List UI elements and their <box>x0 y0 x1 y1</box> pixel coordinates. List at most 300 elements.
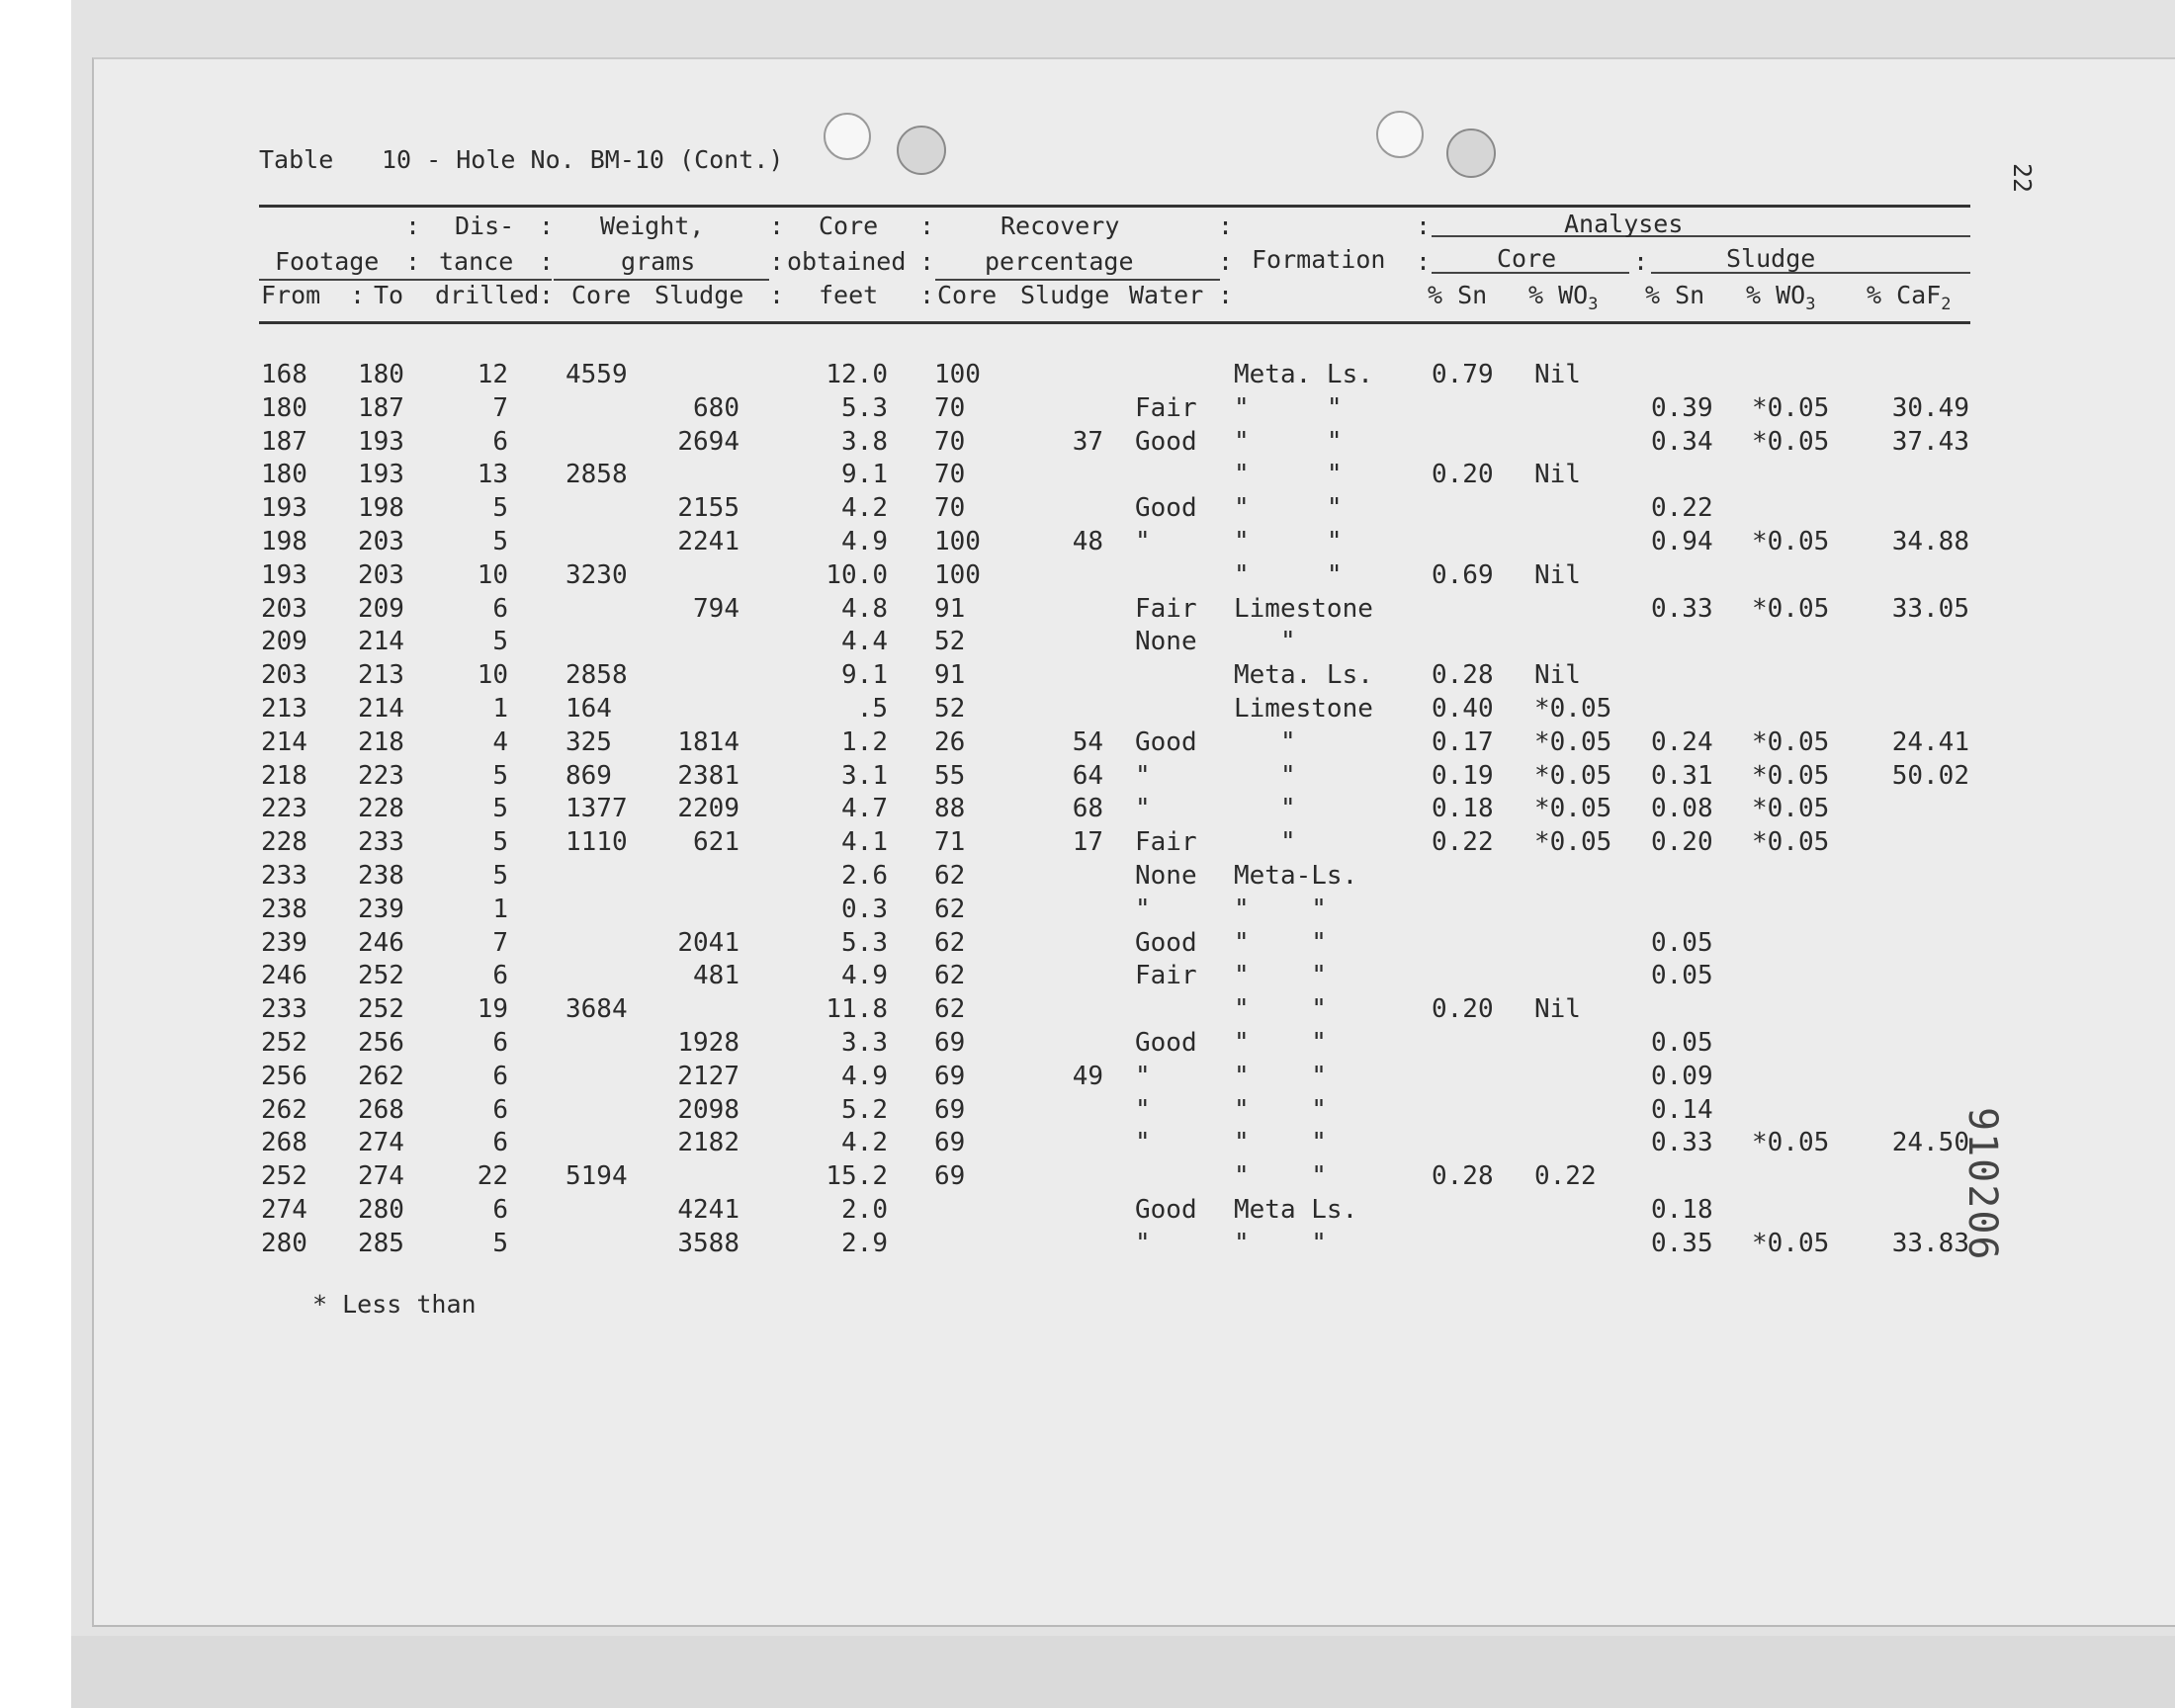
cell-feet: 5.2 <box>841 1094 888 1125</box>
cell-rcore: 62 <box>934 894 966 924</box>
cell-ssn: 0.05 <box>1651 927 1713 958</box>
cell-cwo3: *0.05 <box>1534 760 1612 791</box>
cell-rsludge: 64 <box>1072 760 1103 791</box>
cell-dist: 5 <box>492 527 508 556</box>
table-row <box>0 759 2175 793</box>
cell-scaf2: 34.88 <box>1891 527 1969 556</box>
cell-dist: 6 <box>492 593 508 624</box>
cell-wsludge: 680 <box>693 392 740 423</box>
cell-rcore: 100 <box>934 360 981 389</box>
cell-dist: 6 <box>492 1094 508 1125</box>
cell-from: 274 <box>261 1195 307 1225</box>
colon-sep: : <box>1633 247 1649 276</box>
cell-cwo3: Nil <box>1534 559 1581 590</box>
table-row <box>0 926 2175 960</box>
cell-dist: 5 <box>492 493 508 524</box>
cell-dist: 1 <box>492 694 508 724</box>
cell-wsludge: 2241 <box>677 527 740 556</box>
table-row <box>0 792 2175 825</box>
cell-scaf2: 50.02 <box>1891 760 1969 791</box>
cell-wsludge: 2155 <box>677 493 740 524</box>
cell-cwo3: 0.22 <box>1534 1161 1597 1192</box>
table-row <box>0 859 2175 893</box>
cell-rcore: 69 <box>934 1161 966 1192</box>
colon-sep: : <box>1416 247 1432 276</box>
colon-sep: : <box>769 281 785 309</box>
cell-feet: 4.2 <box>841 493 888 524</box>
cell-cwo3: *0.05 <box>1534 694 1612 724</box>
cell-scaf2: 33.05 <box>1891 593 1969 624</box>
cell-dist: 6 <box>492 1128 508 1158</box>
cell-rwater: None <box>1135 861 1197 891</box>
cell-to: 274 <box>358 1161 404 1192</box>
cell-formation: " " <box>1234 493 1343 524</box>
header-core-wo3 <box>1528 281 1598 319</box>
cell-rwater: " <box>1135 1094 1151 1125</box>
cell-to: 252 <box>358 994 404 1025</box>
cell-from: 252 <box>261 1028 307 1058</box>
cell-from: 228 <box>261 827 307 858</box>
cell-dist: 6 <box>492 961 508 991</box>
cell-rcore: 91 <box>934 593 966 624</box>
cell-wsludge: 3588 <box>677 1228 740 1258</box>
cell-wcore: 4559 <box>566 360 628 389</box>
cell-csn: 0.19 <box>1432 760 1494 791</box>
cell-formation: " " <box>1234 894 1327 924</box>
colon-sep: : <box>405 212 421 240</box>
colon-sep: : <box>539 247 555 276</box>
cell-formation: Meta. Ls. <box>1234 660 1373 691</box>
cell-wsludge: 2182 <box>677 1128 740 1158</box>
cell-rcore: 70 <box>934 493 966 524</box>
cell-dist: 19 <box>477 994 508 1025</box>
cell-rwater: Fair <box>1135 392 1197 423</box>
cell-to: 256 <box>358 1028 404 1058</box>
cell-from: 233 <box>261 861 307 891</box>
punch-hole <box>897 126 946 175</box>
cell-wsludge: 481 <box>693 961 740 991</box>
header-sludge-wo3-text: % WO <box>1746 281 1806 309</box>
cell-wsludge: 621 <box>693 827 740 858</box>
cell-formation: " " <box>1234 927 1327 958</box>
cell-formation: " <box>1234 827 1296 858</box>
cell-csn: 0.28 <box>1432 1161 1494 1192</box>
cell-formation: " <box>1234 760 1296 791</box>
table-row <box>0 1159 2175 1193</box>
header-to: To <box>374 281 404 309</box>
header-weight-sludge: Sludge <box>654 281 744 309</box>
cell-rcore: 62 <box>934 927 966 958</box>
subscript: 3 <box>1805 295 1816 314</box>
cell-rwater: " <box>1135 1228 1151 1258</box>
cell-dist: 6 <box>492 1061 508 1091</box>
cell-to: 274 <box>358 1128 404 1158</box>
cell-wcore: 2858 <box>566 660 628 691</box>
table-row <box>0 726 2175 759</box>
header-caf2-text: % CaF <box>1867 281 1942 309</box>
cell-wcore: 5194 <box>566 1161 628 1192</box>
cell-rcore: 100 <box>934 559 981 590</box>
cell-to: 280 <box>358 1195 404 1225</box>
cell-ssn: 0.05 <box>1651 961 1713 991</box>
cell-ssn: 0.35 <box>1651 1228 1713 1258</box>
cell-rwater: Fair <box>1135 593 1197 624</box>
cell-from: 280 <box>261 1228 307 1258</box>
punch-hole <box>1376 111 1424 158</box>
cell-cwo3: Nil <box>1534 660 1581 691</box>
cell-rwater: Good <box>1135 726 1197 757</box>
cell-formation: " " <box>1234 1161 1327 1192</box>
cell-feet: 4.7 <box>841 794 888 824</box>
cell-csn: 0.40 <box>1432 694 1494 724</box>
cell-formation: " " <box>1234 426 1343 457</box>
table-row <box>0 1193 2175 1227</box>
cell-to: 214 <box>358 694 404 724</box>
cell-rsludge: 17 <box>1072 827 1103 858</box>
cell-swo3: *0.05 <box>1752 794 1830 824</box>
cell-scaf2: 37.43 <box>1891 426 1969 457</box>
cell-scaf2: 24.41 <box>1891 726 1969 757</box>
cell-dist: 4 <box>492 726 508 757</box>
cell-rwater: Good <box>1135 493 1197 524</box>
cell-feet: 1.2 <box>841 726 888 757</box>
cell-ssn: 0.05 <box>1651 1028 1713 1058</box>
cell-feet: 11.8 <box>826 994 888 1025</box>
cell-from: 203 <box>261 660 307 691</box>
cell-rcore: 88 <box>934 794 966 824</box>
cell-cwo3: *0.05 <box>1534 794 1612 824</box>
cell-from: 238 <box>261 894 307 924</box>
cell-cwo3: Nil <box>1534 360 1581 389</box>
cell-to: 239 <box>358 894 404 924</box>
cell-to: 203 <box>358 527 404 556</box>
cell-wsludge: 1928 <box>677 1028 740 1058</box>
cell-to: 233 <box>358 827 404 858</box>
cell-to: 214 <box>358 627 404 657</box>
header-distance-2: tance <box>439 247 514 276</box>
cell-csn: 0.79 <box>1432 360 1494 389</box>
cell-rcore: 69 <box>934 1028 966 1058</box>
cell-from: 180 <box>261 460 307 490</box>
header-weight-core: Core <box>571 281 632 309</box>
cell-to: 203 <box>358 559 404 590</box>
header-sludge-wo3 <box>1746 281 1815 319</box>
cell-wcore: 2858 <box>566 460 628 490</box>
cell-dist: 22 <box>477 1161 508 1192</box>
cell-feet: 4.1 <box>841 827 888 858</box>
cell-rcore: 62 <box>934 861 966 891</box>
cell-scaf2: 24.50 <box>1891 1128 1969 1158</box>
cell-formation: " " <box>1234 460 1343 490</box>
table-row <box>0 825 2175 859</box>
cell-formation: " " <box>1234 527 1343 556</box>
cell-swo3: *0.05 <box>1752 392 1830 423</box>
cell-to: 223 <box>358 760 404 791</box>
cell-to: 218 <box>358 726 404 757</box>
cell-rcore: 69 <box>934 1094 966 1125</box>
cell-feet: 4.9 <box>841 1061 888 1091</box>
cell-formation: " " <box>1234 961 1327 991</box>
header-distance-3: drilled <box>435 281 540 309</box>
header-recovery-1: Recovery <box>1000 212 1120 240</box>
cell-rcore: 69 <box>934 1061 966 1091</box>
colon-sep: : <box>539 212 555 240</box>
cell-to: 238 <box>358 861 404 891</box>
cell-feet: 4.4 <box>841 627 888 657</box>
cell-swo3: *0.05 <box>1752 593 1830 624</box>
cell-cwo3: *0.05 <box>1534 726 1612 757</box>
header-sludge-sn: % Sn <box>1645 281 1705 309</box>
cell-to: 193 <box>358 460 404 490</box>
cell-swo3: *0.05 <box>1752 1128 1830 1158</box>
cell-ssn: 0.33 <box>1651 1128 1713 1158</box>
cell-from: 213 <box>261 694 307 724</box>
cell-csn: 0.18 <box>1432 794 1494 824</box>
punch-hole <box>1446 128 1496 178</box>
cell-formation: " " <box>1234 1061 1327 1091</box>
cell-scaf2: 33.83 <box>1891 1228 1969 1258</box>
cell-formation: " " <box>1234 392 1343 423</box>
cell-feet: 4.2 <box>841 1128 888 1158</box>
cell-dist: 5 <box>492 861 508 891</box>
cell-swo3: *0.05 <box>1752 527 1830 556</box>
cell-swo3: *0.05 <box>1752 1228 1830 1258</box>
header-core-obtained-3: feet <box>819 281 879 309</box>
cell-dist: 5 <box>492 627 508 657</box>
scan-bottom-margin <box>71 1636 2175 1708</box>
cell-ssn: 0.08 <box>1651 794 1713 824</box>
table-row <box>0 391 2175 425</box>
cell-feet: 15.2 <box>826 1161 888 1192</box>
cell-ssn: 0.39 <box>1651 392 1713 423</box>
cell-scaf2: 30.49 <box>1891 392 1969 423</box>
table-row <box>0 625 2175 658</box>
cell-ssn: 0.24 <box>1651 726 1713 757</box>
cell-formation: " " <box>1234 994 1327 1025</box>
table-row <box>0 1093 2175 1127</box>
colon-sep: : <box>769 247 785 276</box>
colon-sep: : <box>405 247 421 276</box>
cell-ssn: 0.22 <box>1651 493 1713 524</box>
cell-from: 246 <box>261 961 307 991</box>
table-row <box>0 1126 2175 1159</box>
header-analyses: Analyses <box>1564 210 1684 238</box>
cell-from: 168 <box>261 360 307 389</box>
cell-wcore: 1110 <box>566 827 628 858</box>
cell-wsludge: 2127 <box>677 1061 740 1091</box>
cell-feet: 3.8 <box>841 426 888 457</box>
header-recovery-2: percentage <box>985 247 1134 276</box>
footnote: * Less than <box>312 1290 477 1319</box>
cell-formation: " <box>1234 726 1296 757</box>
cell-rwater: " <box>1135 527 1151 556</box>
cell-to: 193 <box>358 426 404 457</box>
cell-rcore: 52 <box>934 627 966 657</box>
table-row <box>0 425 2175 459</box>
cell-formation: " " <box>1234 559 1343 590</box>
cell-from: 268 <box>261 1128 307 1158</box>
cell-rcore: 100 <box>934 527 981 556</box>
table-row <box>0 1060 2175 1093</box>
cell-feet: 2.6 <box>841 861 888 891</box>
cell-from: 239 <box>261 927 307 958</box>
cell-ssn: 0.20 <box>1651 827 1713 858</box>
cell-from: 193 <box>261 493 307 524</box>
header-bottom-rule <box>259 321 1970 324</box>
cell-dist: 7 <box>492 927 508 958</box>
cell-rcore: 55 <box>934 760 966 791</box>
cell-feet: 4.8 <box>841 593 888 624</box>
cell-ssn: 0.33 <box>1651 593 1713 624</box>
cell-wcore: 164 <box>566 694 612 724</box>
cell-ssn: 0.34 <box>1651 426 1713 457</box>
cell-rwater: " <box>1135 760 1151 791</box>
cell-cwo3: Nil <box>1534 994 1581 1025</box>
subscript: 2 <box>1941 295 1952 314</box>
cell-ssn: 0.31 <box>1651 760 1713 791</box>
cell-rcore: 62 <box>934 994 966 1025</box>
colon-sep: : <box>1218 247 1234 276</box>
cell-ssn: 0.14 <box>1651 1094 1713 1125</box>
cell-to: 246 <box>358 927 404 958</box>
cell-wsludge: 2041 <box>677 927 740 958</box>
table-label: Table <box>259 145 334 174</box>
header-sludge-caf2 <box>1867 281 1952 319</box>
cell-feet: 4.9 <box>841 527 888 556</box>
cell-ssn: 0.94 <box>1651 527 1713 556</box>
cell-formation: Meta Ls. <box>1234 1195 1358 1225</box>
cell-formation: Meta-Ls. <box>1234 861 1358 891</box>
cell-csn: 0.20 <box>1432 994 1494 1025</box>
cell-dist: 5 <box>492 827 508 858</box>
header-distance-1: Dis- <box>455 212 515 240</box>
cell-rcore: 26 <box>934 726 966 757</box>
table-row <box>0 959 2175 992</box>
cell-from: 203 <box>261 593 307 624</box>
header-analyses-sludge: Sludge <box>1726 244 1816 273</box>
cell-rwater: Fair <box>1135 827 1197 858</box>
cell-rcore: 70 <box>934 426 966 457</box>
cell-formation: " <box>1234 794 1296 824</box>
cell-rsludge: 37 <box>1072 426 1103 457</box>
cell-feet: 3.3 <box>841 1028 888 1058</box>
cell-formation: Limestone <box>1234 593 1373 624</box>
cell-to: 268 <box>358 1094 404 1125</box>
cell-to: 198 <box>358 493 404 524</box>
table-row <box>0 992 2175 1026</box>
cell-dist: 12 <box>477 360 508 389</box>
cell-feet: 4.9 <box>841 961 888 991</box>
cell-rwater: " <box>1135 1061 1151 1091</box>
table-title: 10 - Hole No. BM-10 (Cont.) <box>382 145 784 174</box>
cell-dist: 10 <box>477 660 508 691</box>
cell-to: 228 <box>358 794 404 824</box>
cell-csn: 0.69 <box>1432 559 1494 590</box>
cell-feet: 12.0 <box>826 360 888 389</box>
header-footage: Footage <box>275 247 380 276</box>
header-core-sn: % Sn <box>1428 281 1488 309</box>
cell-rwater: Good <box>1135 426 1197 457</box>
cell-to: 213 <box>358 660 404 691</box>
cell-formation: " " <box>1234 1094 1327 1125</box>
cell-wsludge: 2381 <box>677 760 740 791</box>
cell-wcore: 1377 <box>566 794 628 824</box>
cell-feet: 5.3 <box>841 392 888 423</box>
cell-swo3: *0.05 <box>1752 726 1830 757</box>
cell-feet: 2.0 <box>841 1195 888 1225</box>
table-row <box>0 358 2175 391</box>
cell-feet: 10.0 <box>826 559 888 590</box>
cell-dist: 6 <box>492 1195 508 1225</box>
cell-from: 180 <box>261 392 307 423</box>
cell-to: 187 <box>358 392 404 423</box>
cell-rcore: 70 <box>934 460 966 490</box>
cell-wsludge: 794 <box>693 593 740 624</box>
table-row <box>0 893 2175 926</box>
cell-rsludge: 54 <box>1072 726 1103 757</box>
cell-from: 252 <box>261 1161 307 1192</box>
cell-swo3: *0.05 <box>1752 426 1830 457</box>
cell-feet: 9.1 <box>841 460 888 490</box>
header-top-rule <box>259 205 1970 208</box>
header-weight-1: Weight, <box>600 212 705 240</box>
cell-swo3: *0.05 <box>1752 827 1830 858</box>
colon-sep: : <box>919 281 935 309</box>
cell-formation: Meta. Ls. <box>1234 360 1373 389</box>
subscript: 3 <box>1588 295 1599 314</box>
cell-dist: 6 <box>492 426 508 457</box>
cell-rsludge: 49 <box>1072 1061 1103 1091</box>
cell-from: 256 <box>261 1061 307 1091</box>
cell-rcore: 91 <box>934 660 966 691</box>
cell-wcore: 869 <box>566 760 612 791</box>
cell-wsludge: 1814 <box>677 726 740 757</box>
cell-formation: " <box>1234 627 1296 657</box>
cell-ssn: 0.09 <box>1651 1061 1713 1091</box>
cell-from: 262 <box>261 1094 307 1125</box>
colon-sep: : <box>919 212 935 240</box>
cell-wcore: 325 <box>566 726 612 757</box>
table-row <box>0 525 2175 558</box>
header-core-wo3-text: % WO <box>1528 281 1589 309</box>
cell-wsludge: 2694 <box>677 426 740 457</box>
colon-sep: : <box>919 247 935 276</box>
cell-from: 223 <box>261 794 307 824</box>
cell-dist: 6 <box>492 1028 508 1058</box>
header-core-obtained-1: Core <box>819 212 879 240</box>
header-recovery-core: Core <box>937 281 998 309</box>
page-number: 22 <box>2008 162 2038 194</box>
colon-sep: : <box>1416 212 1432 240</box>
cell-from: 214 <box>261 726 307 757</box>
cell-feet: .5 <box>856 694 888 724</box>
header-formation: Formation <box>1252 245 1386 274</box>
table-row <box>0 658 2175 692</box>
cell-from: 233 <box>261 994 307 1025</box>
cell-dist: 10 <box>477 559 508 590</box>
cell-formation: " " <box>1234 1228 1327 1258</box>
cell-to: 285 <box>358 1228 404 1258</box>
cell-feet: 0.3 <box>841 894 888 924</box>
margin-stamp: 910206 <box>1959 1107 2005 1262</box>
cell-csn: 0.20 <box>1432 460 1494 490</box>
cell-ssn: 0.18 <box>1651 1195 1713 1225</box>
table-row <box>0 558 2175 592</box>
cell-csn: 0.28 <box>1432 660 1494 691</box>
cell-formation: " " <box>1234 1028 1327 1058</box>
colon-sep: : <box>1218 281 1234 309</box>
cell-from: 187 <box>261 426 307 457</box>
